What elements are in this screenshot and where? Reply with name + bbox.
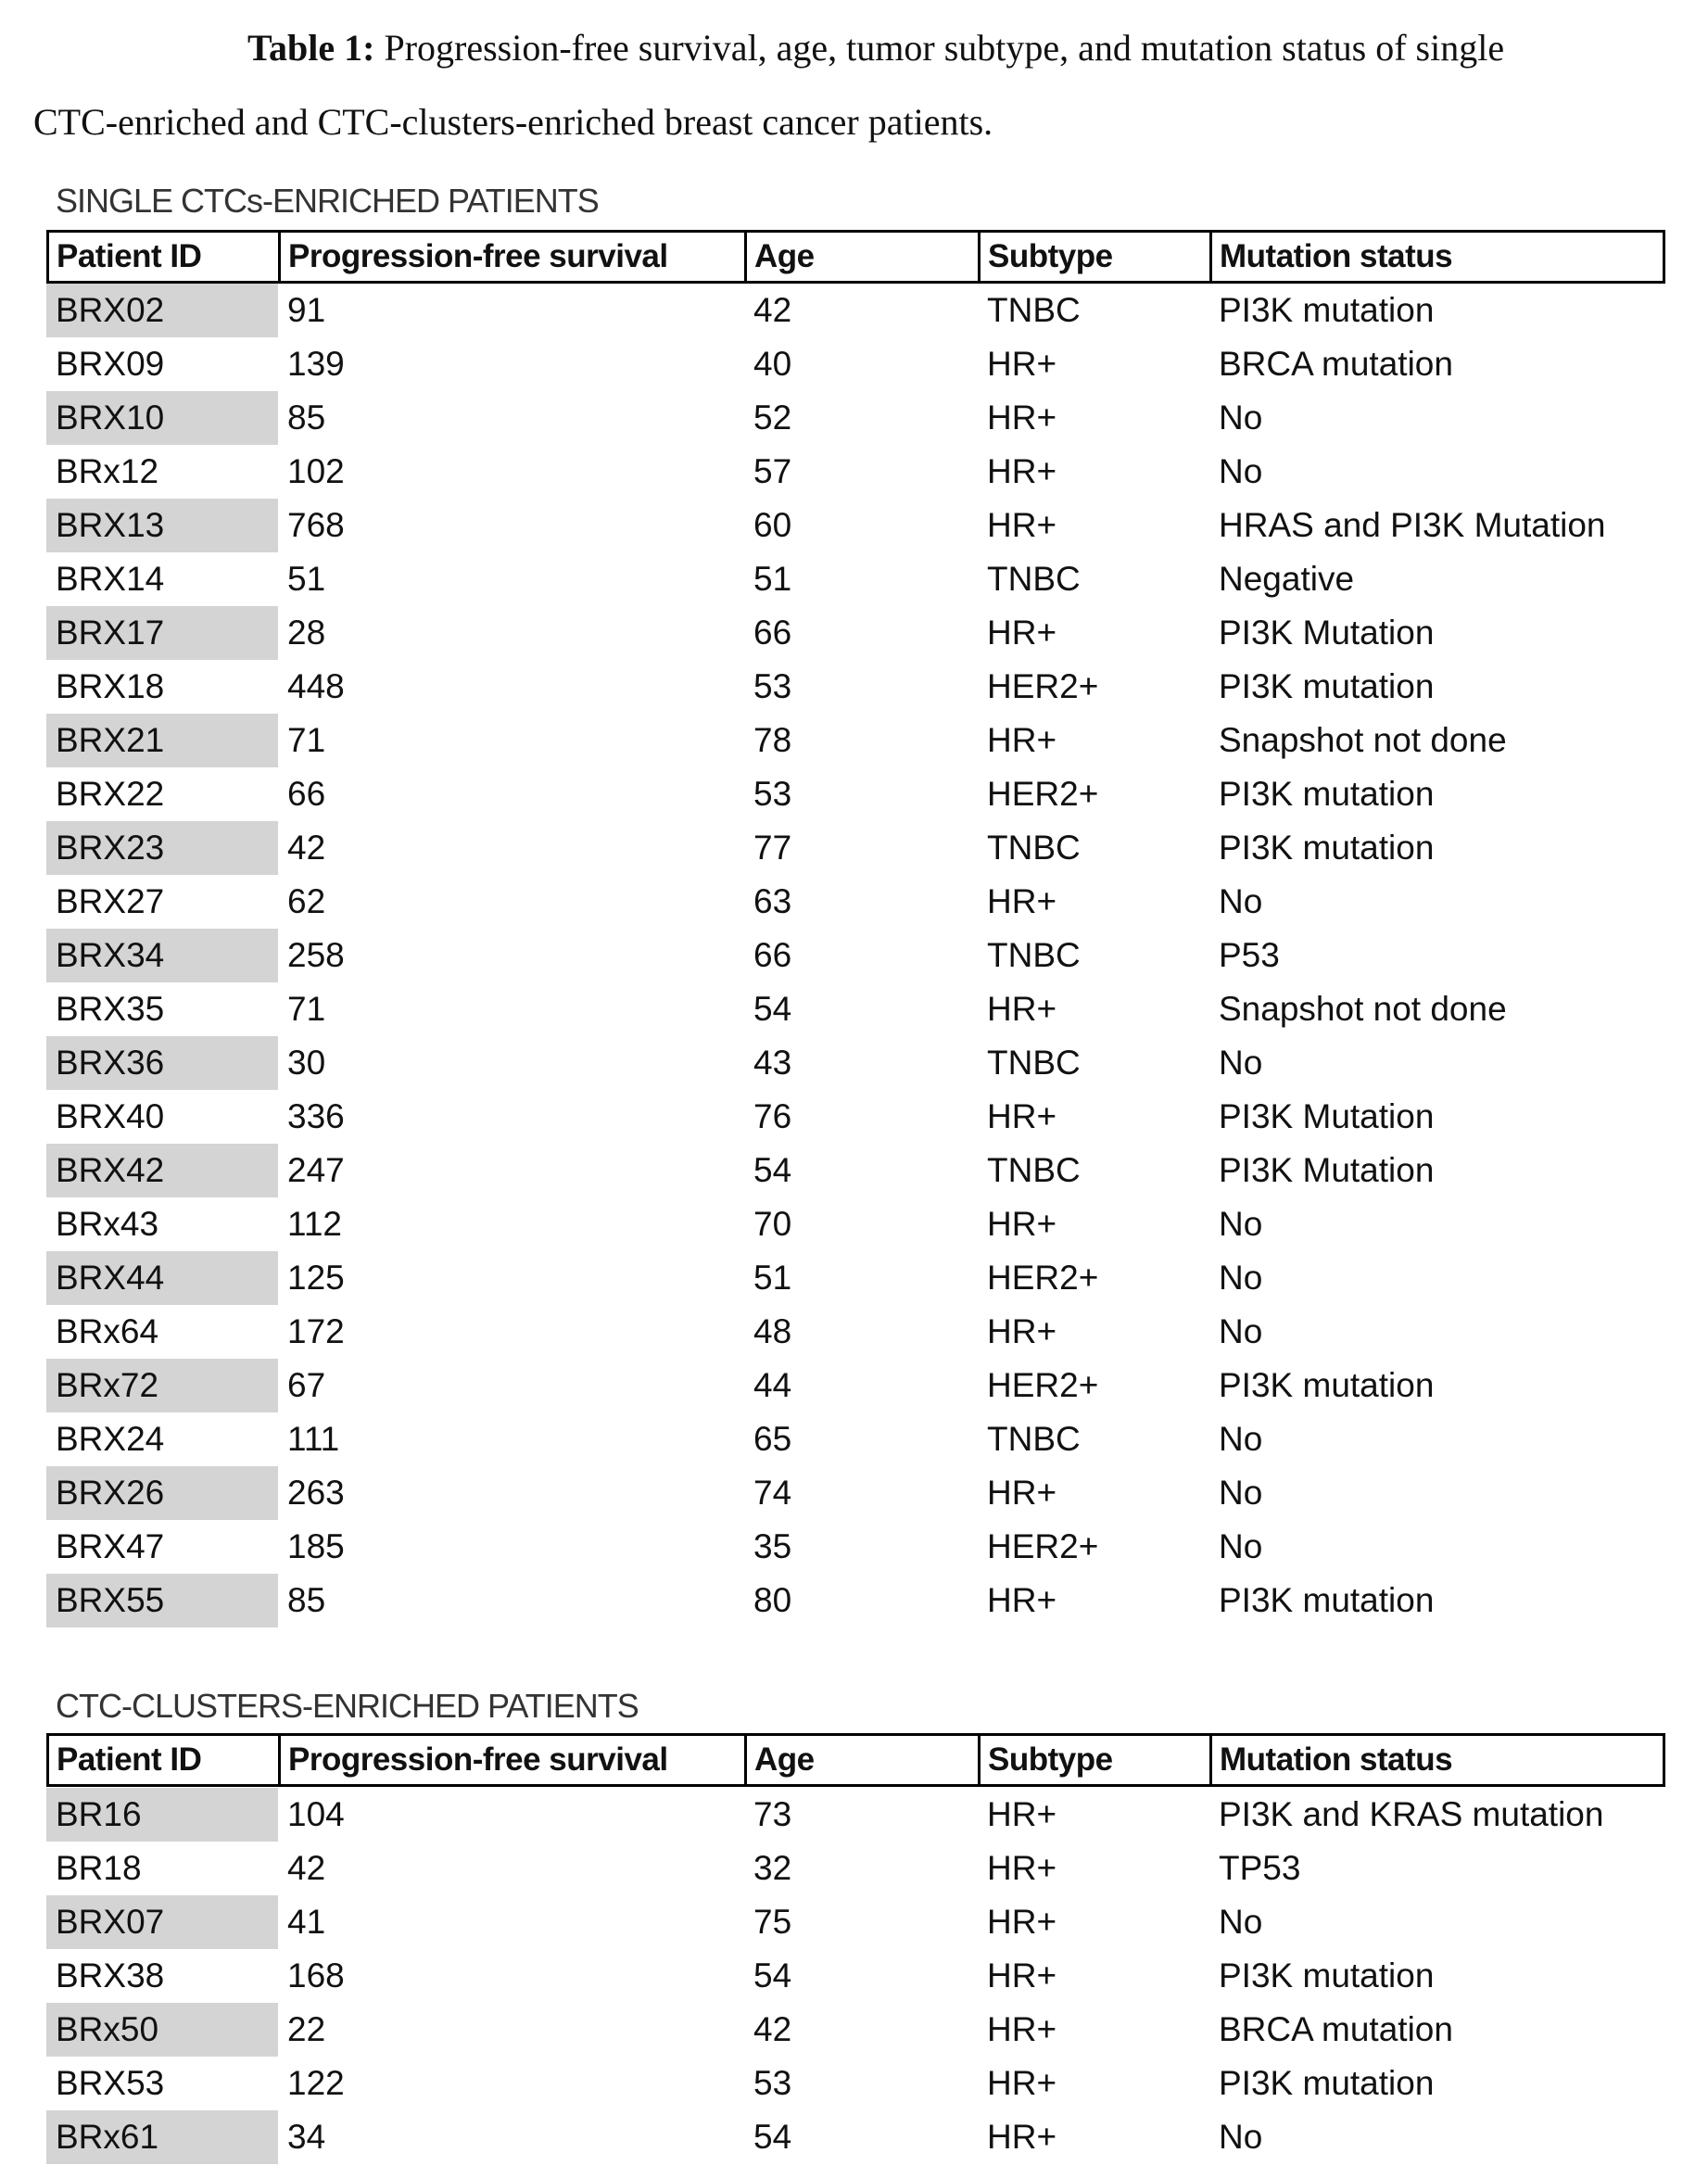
table-row xyxy=(46,1466,1665,1520)
cell-mutation-status: PI3K Mutation xyxy=(1209,1144,1665,1197)
cell-mutation-status: PI3K mutation xyxy=(1209,1574,1665,1627)
cell-progression-free-survival: 102 xyxy=(278,445,744,499)
cell-subtype: HR+ xyxy=(978,337,1209,391)
section-label: SINGLE CTCs-ENRICHED PATIENTS xyxy=(56,182,599,221)
cell-subtype: HR+ xyxy=(978,1949,1209,2003)
table-row xyxy=(46,660,1665,714)
cell-age: 53 xyxy=(744,2057,978,2110)
cell-patient-id: BRX34 xyxy=(46,929,278,982)
cell-progression-free-survival: 247 xyxy=(278,1144,744,1197)
cell-patient-id: BRX47 xyxy=(46,1520,278,1574)
cell-progression-free-survival: 34 xyxy=(278,2110,744,2164)
column-header-age: Age xyxy=(744,233,978,281)
table-row xyxy=(46,552,1665,606)
cell-progression-free-survival: 41 xyxy=(278,1895,744,1949)
cell-age: 78 xyxy=(744,714,978,767)
table-caption-line-1 xyxy=(247,30,1504,67)
cell-progression-free-survival: 122 xyxy=(278,2057,744,2110)
cell-age: 54 xyxy=(744,982,978,1036)
cell-mutation-status: PI3K and KRAS mutation xyxy=(1209,1788,1665,1842)
cell-age: 51 xyxy=(744,1251,978,1305)
cell-age: 73 xyxy=(744,1788,978,1842)
cell-progression-free-survival: 42 xyxy=(278,821,744,875)
cell-progression-free-survival: 28 xyxy=(278,606,744,660)
column-header-age: Age xyxy=(744,1736,978,1784)
cell-mutation-status: PI3K mutation xyxy=(1209,1359,1665,1412)
table-row xyxy=(46,391,1665,445)
column-header-mutation-status: Mutation status xyxy=(1209,1736,1665,1784)
table-row xyxy=(46,875,1665,929)
cell-progression-free-survival: 51 xyxy=(278,552,744,606)
cell-patient-id: BRX24 xyxy=(46,1412,278,1466)
cell-age: 75 xyxy=(744,1895,978,1949)
table-row xyxy=(46,1144,1665,1197)
cell-mutation-status: No xyxy=(1209,1412,1665,1466)
cell-age: 42 xyxy=(744,284,978,337)
cell-patient-id: BRx72 xyxy=(46,1359,278,1412)
column-header-patient-id: Patient ID xyxy=(49,233,281,281)
table-row xyxy=(46,1305,1665,1359)
cell-subtype: HR+ xyxy=(978,499,1209,552)
table-row xyxy=(46,767,1665,821)
cell-progression-free-survival: 91 xyxy=(278,284,744,337)
cell-age: 35 xyxy=(744,1520,978,1574)
cell-age: 76 xyxy=(744,1090,978,1144)
cell-progression-free-survival: 85 xyxy=(278,391,744,445)
cell-age: 43 xyxy=(744,1036,978,1090)
table-row xyxy=(46,1842,1665,1895)
cell-subtype: HR+ xyxy=(978,1197,1209,1251)
cell-mutation-status: PI3K mutation xyxy=(1209,660,1665,714)
table-row xyxy=(46,1251,1665,1305)
table-row xyxy=(46,714,1665,767)
cell-progression-free-survival: 104 xyxy=(278,1788,744,1842)
table-row xyxy=(46,982,1665,1036)
table-row xyxy=(46,1788,1665,1842)
table-row xyxy=(46,1359,1665,1412)
cell-patient-id: BR16 xyxy=(46,1788,278,1842)
table-row xyxy=(46,2057,1665,2110)
table-row xyxy=(46,284,1665,337)
column-header-subtype: Subtype xyxy=(978,233,1209,281)
cell-mutation-status: BRCA mutation xyxy=(1209,2003,1665,2057)
cell-progression-free-survival: 768 xyxy=(278,499,744,552)
cell-subtype: TNBC xyxy=(978,821,1209,875)
cell-progression-free-survival: 185 xyxy=(278,1520,744,1574)
cell-patient-id: BRX40 xyxy=(46,1090,278,1144)
cell-patient-id: BRx61 xyxy=(46,2110,278,2164)
cell-subtype: HR+ xyxy=(978,2110,1209,2164)
cell-subtype: HR+ xyxy=(978,1305,1209,1359)
cell-mutation-status: Negative xyxy=(1209,552,1665,606)
cell-subtype: HER2+ xyxy=(978,660,1209,714)
cell-subtype: HER2+ xyxy=(978,1520,1209,1574)
cell-subtype: HR+ xyxy=(978,1842,1209,1895)
table-caption-line-2: CTC-enriched and CTC-clusters-enriched breast cancer patients. xyxy=(33,104,993,141)
table-row xyxy=(46,1574,1665,1627)
table-row xyxy=(46,821,1665,875)
cell-patient-id: BRX22 xyxy=(46,767,278,821)
cell-mutation-status: No xyxy=(1209,1251,1665,1305)
cell-age: 48 xyxy=(744,1305,978,1359)
column-header-subtype: Subtype xyxy=(978,1736,1209,1784)
cell-progression-free-survival: 168 xyxy=(278,1949,744,2003)
cell-age: 42 xyxy=(744,2003,978,2057)
cell-progression-free-survival: 258 xyxy=(278,929,744,982)
cell-age: 44 xyxy=(744,1359,978,1412)
cell-subtype: HR+ xyxy=(978,1788,1209,1842)
cell-mutation-status: PI3K Mutation xyxy=(1209,1090,1665,1144)
cell-progression-free-survival: 71 xyxy=(278,714,744,767)
table-row xyxy=(46,1412,1665,1466)
cell-progression-free-survival: 125 xyxy=(278,1251,744,1305)
cell-patient-id: BRX02 xyxy=(46,284,278,337)
table-row xyxy=(46,2110,1665,2164)
cell-progression-free-survival: 22 xyxy=(278,2003,744,2057)
cell-patient-id: BRX27 xyxy=(46,875,278,929)
table-row xyxy=(46,2003,1665,2057)
cell-mutation-status: PI3K mutation xyxy=(1209,1949,1665,2003)
cell-progression-free-survival: 111 xyxy=(278,1412,744,1466)
cell-patient-id: BRX53 xyxy=(46,2057,278,2110)
cell-subtype: TNBC xyxy=(978,284,1209,337)
cell-progression-free-survival: 448 xyxy=(278,660,744,714)
cell-age: 53 xyxy=(744,767,978,821)
cell-subtype: HR+ xyxy=(978,714,1209,767)
cell-mutation-status: No xyxy=(1209,1520,1665,1574)
cell-progression-free-survival: 71 xyxy=(278,982,744,1036)
cell-patient-id: BRx12 xyxy=(46,445,278,499)
table-row xyxy=(46,499,1665,552)
cell-patient-id: BRX14 xyxy=(46,552,278,606)
cell-progression-free-survival: 263 xyxy=(278,1466,744,1520)
table-header xyxy=(46,1733,1665,1787)
cell-mutation-status: No xyxy=(1209,875,1665,929)
cell-subtype: TNBC xyxy=(978,1412,1209,1466)
cell-patient-id: BRX35 xyxy=(46,982,278,1036)
cell-progression-free-survival: 112 xyxy=(278,1197,744,1251)
cell-patient-id: BRX07 xyxy=(46,1895,278,1949)
table-row xyxy=(46,337,1665,391)
cell-age: 74 xyxy=(744,1466,978,1520)
cell-mutation-status: No xyxy=(1209,1305,1665,1359)
cell-mutation-status: PI3K mutation xyxy=(1209,767,1665,821)
cell-progression-free-survival: 139 xyxy=(278,337,744,391)
cell-age: 63 xyxy=(744,875,978,929)
cell-mutation-status: BRCA mutation xyxy=(1209,337,1665,391)
cell-age: 54 xyxy=(744,1144,978,1197)
cell-patient-id: BRX44 xyxy=(46,1251,278,1305)
cell-mutation-status: PI3K mutation xyxy=(1209,2057,1665,2110)
cell-subtype: HR+ xyxy=(978,2003,1209,2057)
cell-subtype: HR+ xyxy=(978,606,1209,660)
cell-mutation-status: HRAS and PI3K Mutation xyxy=(1209,499,1665,552)
cell-age: 54 xyxy=(744,1949,978,2003)
cell-age: 51 xyxy=(744,552,978,606)
cell-patient-id: BRX09 xyxy=(46,337,278,391)
cell-age: 40 xyxy=(744,337,978,391)
cell-mutation-status: TP53 xyxy=(1209,1842,1665,1895)
table-header xyxy=(46,230,1665,284)
cell-mutation-status: No xyxy=(1209,1895,1665,1949)
cell-subtype: TNBC xyxy=(978,929,1209,982)
cell-progression-free-survival: 336 xyxy=(278,1090,744,1144)
column-header-mutation-status: Mutation status xyxy=(1209,233,1665,281)
cell-mutation-status: No xyxy=(1209,445,1665,499)
cell-age: 54 xyxy=(744,2110,978,2164)
cell-age: 60 xyxy=(744,499,978,552)
cell-progression-free-survival: 30 xyxy=(278,1036,744,1090)
cell-progression-free-survival: 66 xyxy=(278,767,744,821)
cell-patient-id: BRX23 xyxy=(46,821,278,875)
cell-mutation-status: Snapshot not done xyxy=(1209,714,1665,767)
cell-mutation-status: No xyxy=(1209,1466,1665,1520)
caption-text: Progression-free survival, age, tumor subtype, and mutation status of single xyxy=(374,27,1504,69)
cell-subtype: TNBC xyxy=(978,1036,1209,1090)
cell-mutation-status: Snapshot not done xyxy=(1209,982,1665,1036)
cell-mutation-status: P53 xyxy=(1209,929,1665,982)
column-header-progression-free-survival: Progression-free survival xyxy=(278,1736,744,1784)
cell-patient-id: BRX38 xyxy=(46,1949,278,2003)
cell-patient-id: BRX21 xyxy=(46,714,278,767)
cell-progression-free-survival: 67 xyxy=(278,1359,744,1412)
cell-age: 77 xyxy=(744,821,978,875)
cell-patient-id: BRX17 xyxy=(46,606,278,660)
cell-patient-id: BRX55 xyxy=(46,1574,278,1627)
cell-subtype: HER2+ xyxy=(978,1359,1209,1412)
table-row xyxy=(46,1090,1665,1144)
section-label: CTC-CLUSTERS-ENRICHED PATIENTS xyxy=(56,1687,639,1726)
cell-patient-id: BRX18 xyxy=(46,660,278,714)
cell-subtype: HR+ xyxy=(978,875,1209,929)
cell-mutation-status: PI3K mutation xyxy=(1209,821,1665,875)
cell-progression-free-survival: 62 xyxy=(278,875,744,929)
table-row xyxy=(46,1036,1665,1090)
cell-age: 66 xyxy=(744,929,978,982)
cell-subtype: HR+ xyxy=(978,1466,1209,1520)
cell-age: 32 xyxy=(744,1842,978,1895)
table-row xyxy=(46,1197,1665,1251)
table-row xyxy=(46,929,1665,982)
cell-subtype: HER2+ xyxy=(978,1251,1209,1305)
cell-progression-free-survival: 85 xyxy=(278,1574,744,1627)
cell-patient-id: BRX13 xyxy=(46,499,278,552)
cell-age: 66 xyxy=(744,606,978,660)
cell-mutation-status: No xyxy=(1209,391,1665,445)
table-row xyxy=(46,1520,1665,1574)
cell-progression-free-survival: 42 xyxy=(278,1842,744,1895)
column-header-progression-free-survival: Progression-free survival xyxy=(278,233,744,281)
cell-subtype: HR+ xyxy=(978,2057,1209,2110)
cell-patient-id: BR18 xyxy=(46,1842,278,1895)
cell-mutation-status: No xyxy=(1209,2110,1665,2164)
cell-mutation-status: PI3K mutation xyxy=(1209,284,1665,337)
cell-subtype: HR+ xyxy=(978,1090,1209,1144)
table-row xyxy=(46,445,1665,499)
cell-age: 53 xyxy=(744,660,978,714)
cell-patient-id: BRX26 xyxy=(46,1466,278,1520)
cell-age: 65 xyxy=(744,1412,978,1466)
cell-mutation-status: No xyxy=(1209,1197,1665,1251)
cell-subtype: HR+ xyxy=(978,982,1209,1036)
cell-age: 57 xyxy=(744,445,978,499)
column-header-patient-id: Patient ID xyxy=(49,1736,281,1784)
cell-patient-id: BRx50 xyxy=(46,2003,278,2057)
cell-progression-free-survival: 172 xyxy=(278,1305,744,1359)
cell-subtype: HR+ xyxy=(978,391,1209,445)
cell-age: 80 xyxy=(744,1574,978,1627)
cell-patient-id: BRX36 xyxy=(46,1036,278,1090)
table-row xyxy=(46,1949,1665,2003)
cell-subtype: TNBC xyxy=(978,552,1209,606)
cell-age: 52 xyxy=(744,391,978,445)
table-row xyxy=(46,606,1665,660)
cell-patient-id: BRx64 xyxy=(46,1305,278,1359)
cell-subtype: HER2+ xyxy=(978,767,1209,821)
cell-subtype: HR+ xyxy=(978,1574,1209,1627)
cell-patient-id: BRX42 xyxy=(46,1144,278,1197)
cell-mutation-status: No xyxy=(1209,1036,1665,1090)
cell-subtype: TNBC xyxy=(978,1144,1209,1197)
table-row xyxy=(46,1895,1665,1949)
cell-patient-id: BRX10 xyxy=(46,391,278,445)
table-number: Table 1: xyxy=(247,27,374,69)
cell-subtype: HR+ xyxy=(978,445,1209,499)
cell-age: 70 xyxy=(744,1197,978,1251)
cell-patient-id: BRx43 xyxy=(46,1197,278,1251)
cell-mutation-status: PI3K Mutation xyxy=(1209,606,1665,660)
cell-subtype: HR+ xyxy=(978,1895,1209,1949)
